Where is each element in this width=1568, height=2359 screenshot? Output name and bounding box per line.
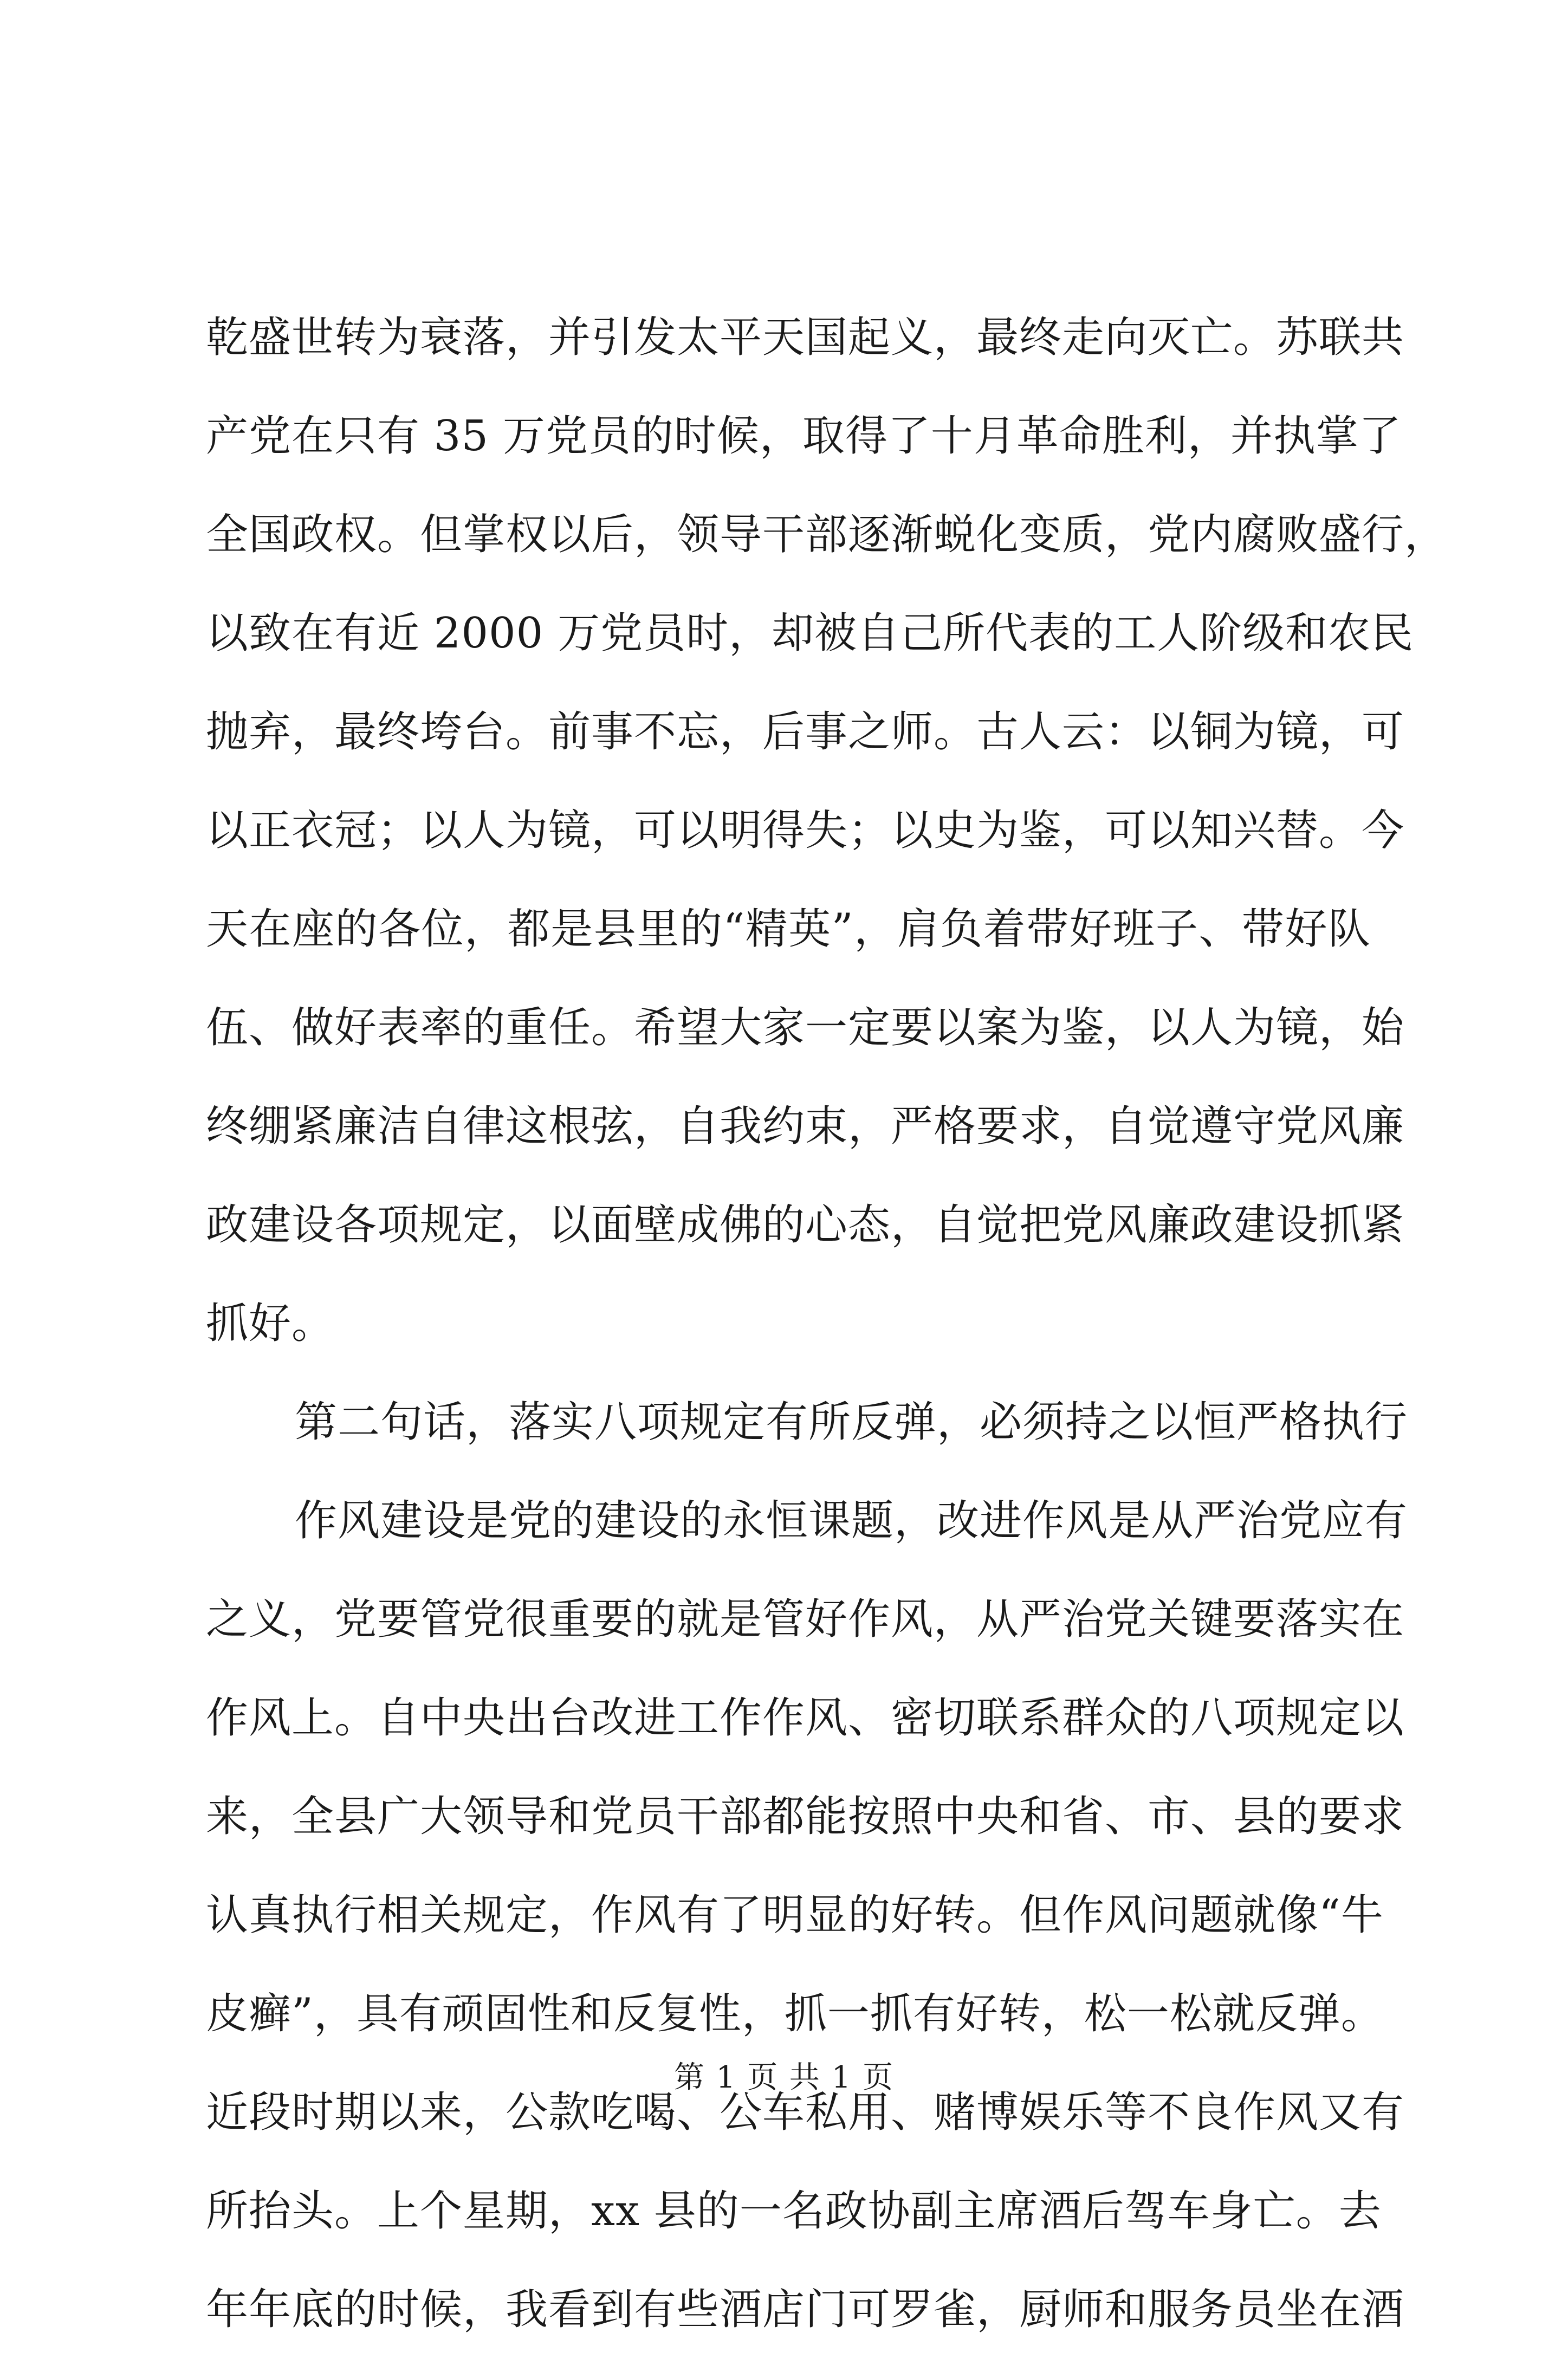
text-line: 天在座的各位，都是县里的“精英”，肩负着带好班子、带好队 [206,905,1371,954]
text-line: 以正衣冠；以人为镜，可以明得失；以史为鉴，可以知兴替。今 [206,806,1405,855]
text-line: 之义，党要管党很重要的就是管好作风，从严治党关键要落实在 [206,1595,1405,1644]
text-line: 认真执行相关规定，作风有了明显的好转。但作风问题就像“牛 [206,1891,1384,1940]
text-line: 皮癣”，具有顽固性和反复性，抓一抓有好转，松一松就反弹。 [206,1989,1384,2038]
body-text [206,288,1448,2359]
text-line: 来，全县广大领导和党员干部都能按照中央和省、市、县的要求 [206,1792,1405,1841]
text-line: 近段时期以来，公款吃喝、公车私用、赌博娱乐等不良作风又有 [206,2088,1405,2137]
text-line: 产党在只有 35 万党员的时候，取得了十月革命胜利，并执掌了 [206,412,1402,461]
page-footer: 第 1 页 共 1 页 [673,2060,895,2095]
text-line: 以致在有近 2000 万党员时，却被自己所代表的工人阶级和农民 [206,609,1414,658]
text-line: 抓好。 [206,1299,335,1348]
text-line: 伍、做好表率的重任。希望大家一定要以案为鉴，以人为镜，始 [206,1003,1405,1052]
text-line: 所抬头。上个星期，xx 县的一名政协副主席酒后驾车身亡。去 [206,2187,1382,2235]
text-line: 作风上。自中央出台改进工作作风、密切联系群众的八项规定以 [206,1694,1405,1742]
section-heading: 第二句话，落实八项规定有所反弹，必须持之以恒严格执行 [295,1398,1408,1447]
text-line: 政建设各项规定，以面壁成佛的心态，自觉把党风廉政建设抓紧 [206,1201,1405,1249]
text-line: 抛弃，最终垮台。前事不忘，后事之师。古人云：以铜为镜，可 [206,708,1405,756]
text-line: 全国政权。但掌权以后，领导干部逐渐蜕化变质，党内腐败盛行， [206,510,1448,559]
text-line: 作风建设是党的建设的永恒课题，改进作风是从严治党应有 [295,1496,1408,1545]
text-line: 年年底的时候，我看到有些酒店门可罗雀，厨师和服务员坐在酒 [206,2285,1405,2334]
text-line: 终绷紧廉洁自律这根弦，自我约束，严格要求，自觉遵守党风廉 [206,1102,1405,1151]
text-line: 乾盛世转为衰落，并引发太平天国起义，最终走向灭亡。苏联共 [206,313,1405,362]
